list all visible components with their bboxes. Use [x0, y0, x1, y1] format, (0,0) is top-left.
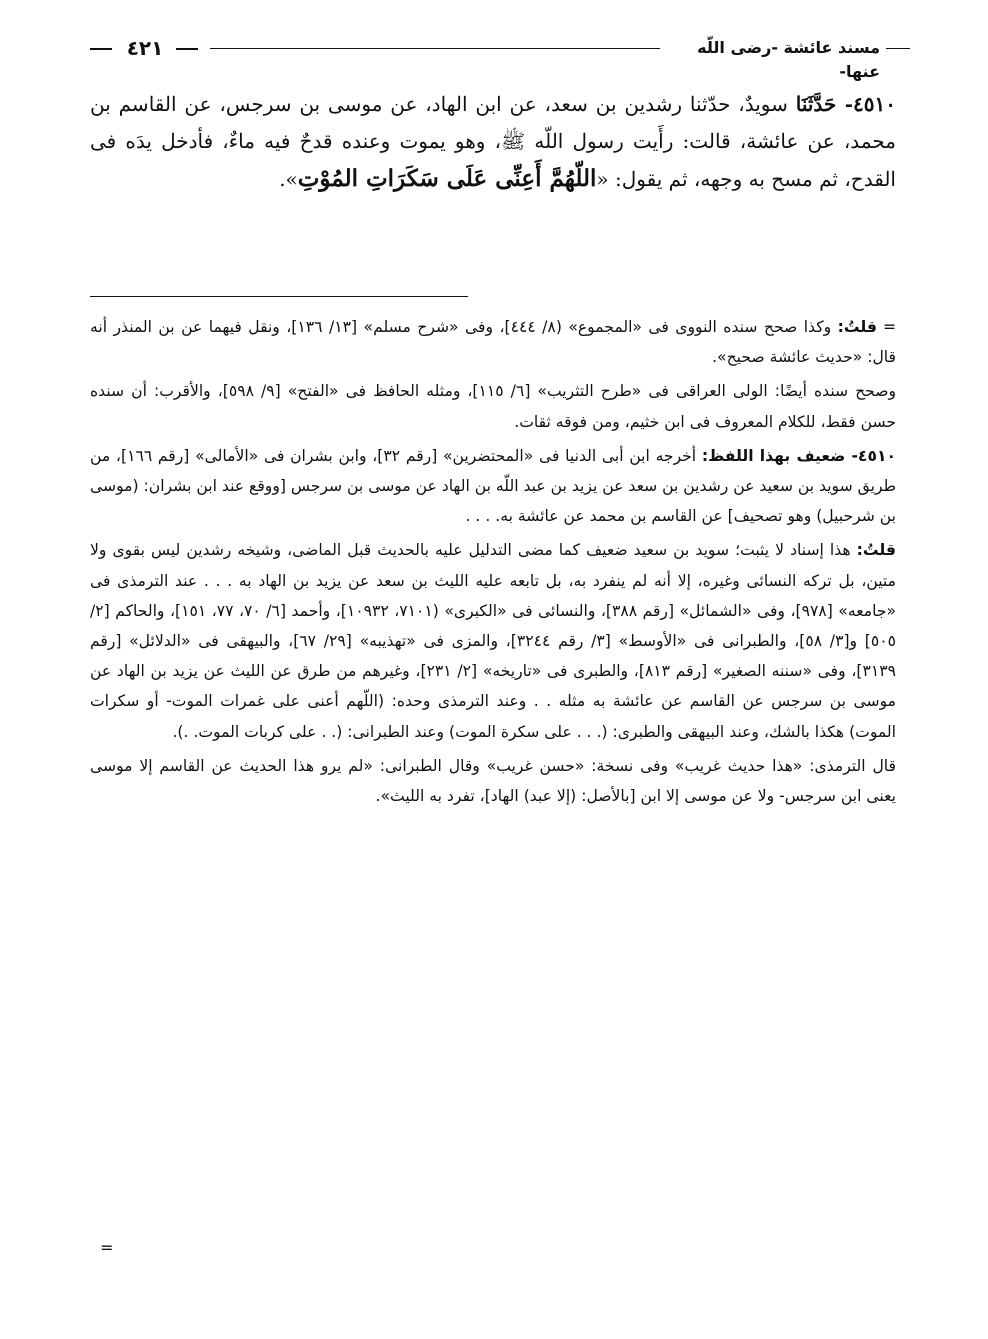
- page-number-group: [90, 36, 200, 60]
- note-label: قلتُ:: [856, 541, 896, 560]
- note-text: وصحح سنده أيضًا: الولى العراقى فى «طرح التثريب» [٦/ ١١٥]، ومثله الحافظ فى «الفتح» [٩/ ٥٩٨]، والأقرب: أن سنده حسن فقط، للكلام المعروف فى ابن خثيم، ومن فوقه ثقات.: [90, 382, 897, 431]
- hadith-body: سويدٌ، حدّثنا رشدين بن سعد، عن ابن الهاد، عن موسى بن سرجس، عن القاسم بن محمد، عن عائشة، قالت: رأَيت رسول اللّه ﷺ، وهو يموت وعنده قدحٌ فيه ماءٌ، فأدخل يدَه فى القدح، ثم مسح به وجهه، ثم يقول: «: [90, 92, 896, 191]
- header-rule: [210, 48, 660, 49]
- footnote-paragraph: [90, 312, 896, 372]
- footnote-paragraph: [90, 535, 896, 746]
- note-label: قلتُ:: [837, 318, 877, 336]
- hadith-end: ».: [279, 167, 298, 191]
- hadith-number: ٤٥١٠- حَدَّثَنَا: [795, 92, 896, 116]
- divider: [886, 48, 910, 49]
- divider: [90, 48, 112, 50]
- note-text: أخرجه ابن أبى الدنيا فى «المحتضرين» [رقم ٣٢]، وابن بشران فى «الأمالى» [رقم ١٦٦]، من طريق سويد بن سعيد عن رشدين بن سعد عن يزيد بن عبد اللّه بن الهاد عن موسى بن سرجس [ووقع عند ابن بشران: (موسى بن شرحبيل) وهو تصحيف] عن القاسم بن محمد عن عائشة به. . . .: [90, 446, 896, 526]
- note-label: ٤٥١٠- ضعيف بهذا اللفظ:: [701, 446, 896, 465]
- note-text: وكذا صحح سنده النووى فى «المجموع» (٨/ ٤٤٤]، وفى «شرح مسلم» [١٣/ ١٣٦]، ونقل فيهما عن بن المنذر أنه قال: «حديث عائشة صحيح».: [90, 318, 896, 367]
- running-title: مسند عائشة -رضى اللّه عنها-: [697, 38, 880, 81]
- note-text: قال الترمذى: «هذا حديث غريب» وفى نسخة: «حسن غريب» وقال الطبرانى: «لم يرو هذا الحديث عن القاسم إلا موسى يعنى ابن سرجس- ولا عن موسى إلا ابن [بالأصل: (إلا عبد) الهاد]، تفرد به الليث».: [90, 756, 896, 806]
- footnote-paragraph: [90, 751, 896, 811]
- hadith-text: [90, 86, 896, 198]
- hadith-quote: اللّهُمَّ أَعِنِّى عَلَى سَكَرَاتِ المُوْتِ: [297, 165, 597, 192]
- footnotes: [90, 312, 896, 815]
- footnote-separator: [90, 296, 468, 297]
- continuation-mark: =: [100, 1238, 114, 1257]
- continuation-mark: =: [882, 318, 897, 336]
- footnote-paragraph: [90, 441, 896, 532]
- page-number: ٤٢١: [126, 36, 164, 60]
- footnote-paragraph: [90, 376, 896, 436]
- divider: [176, 48, 198, 50]
- page-header: [90, 30, 910, 81]
- note-text: هذا إسناد لا يثبت؛ سويد بن سعيد ضعيف كما مضى التدليل عليه بالحديث قبل الماضى، وشيخه رشدين ليس بقوى ولا متين، بل تركه النسائى وغيره، إلا أنه لم ينفرد به، بل تابعه عليه الليث بن سعد عن يزيد بن الهاد به . . . عند الترمذى فى «جامعه» [٩٧٨]، وفى «الشمائل» [رقم ٣٨٨]، والنسائى فى «الكبرى» (٧١٠١، ١٠٩٣٢]، وأحمد [٦/ ٧٠، ٧٧، ١٥١]، والحاكم [٢/ ٥٠٥] و[٣/ ٥٨]، والطبرانى فى «الأوسط» [٣/ رقم ٣٢٤٤]، والمزى فى «تهذيبه» [٢٩/ ٦٧]، والبيهقى فى «الدلائل» [رقم ٣١٣٩]، وفى «سننه الصغير» [رقم ٨١٣]، والطبرى فى «تاريخه» [٢/ ٢٣١]، وغيرهم من طرق عن الليث عن يزيد بن الهاد عن موسى بن سرجس عن القاسم عن عائشة به مثله . . وعند الترمذى وحده: (اللّهم أعنى على غمرات الموت- أو سكرات الموت) هكذا بالشك، وعند البيهقى والطبرى: (. . . على سكرة الموت) وعند الطبرانى: (. . على كربات الموت. .).: [90, 541, 897, 741]
